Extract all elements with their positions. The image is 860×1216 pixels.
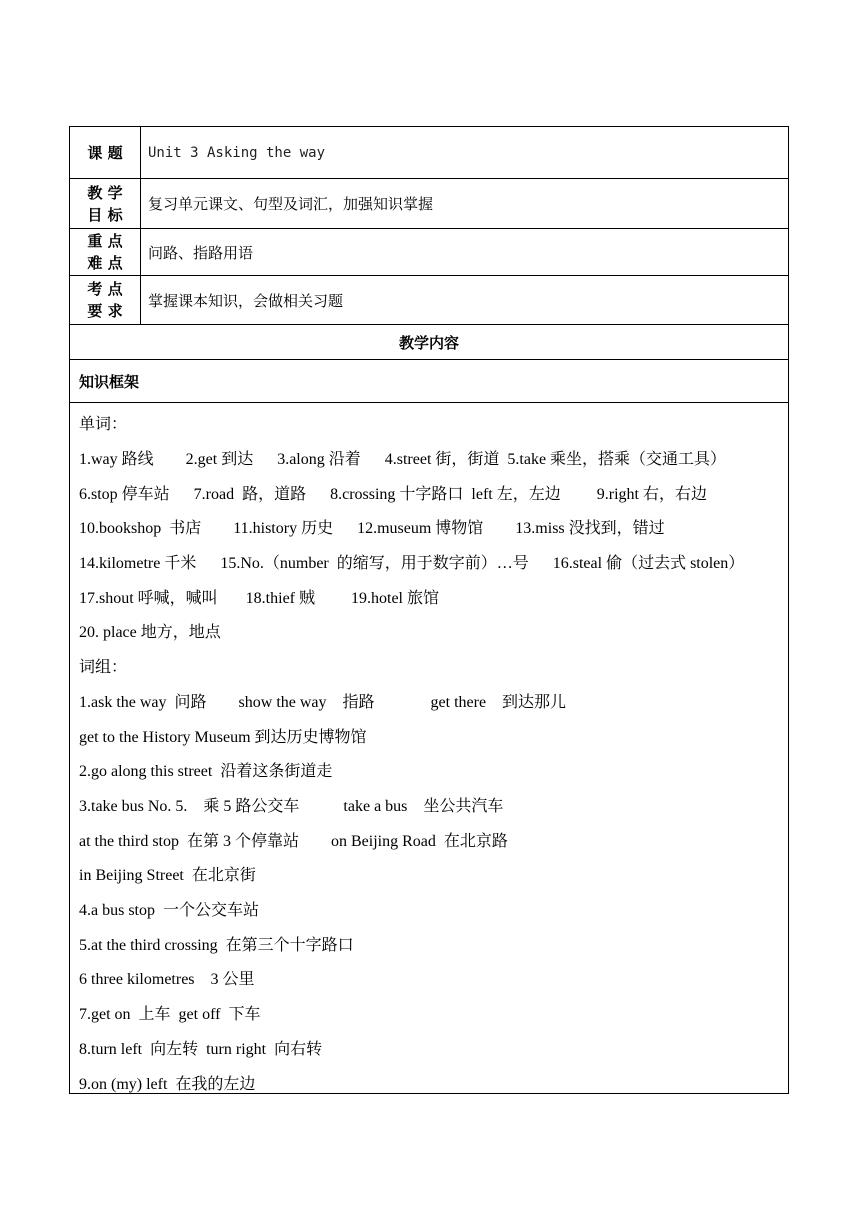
content-line: at the third stop 在第 3 个停靠站 on Beijing Road 在北京路 [79, 833, 508, 850]
section-title-row [70, 325, 788, 360]
content-line: 单词： [79, 416, 128, 433]
key-points-label: 重 点 难 点 [70, 229, 141, 275]
content-line: 20. place 地方，地点 [79, 624, 221, 641]
content-line: 2.go along this street 沿着这条街道走 [79, 763, 333, 780]
topic-label: 课 题 [70, 127, 141, 178]
content-line: 5.at the third crossing 在第三个十字路口 [79, 937, 354, 954]
framework-row [70, 360, 788, 403]
content-line: 3.take bus No. 5. 乘 5 路公交车 take a bus 坐公共汽车 [79, 798, 504, 815]
framework-title: 知识框架 [79, 372, 140, 391]
content-line: 9.on (my) left 在我的左边 [79, 1076, 256, 1093]
content-line: 1.way 路线 2.get 到达 3.along 沿着 4.street 街，街道 5.take 乘坐，搭乘（交通工具） [79, 451, 727, 468]
topic-value: Unit 3 Asking the way [148, 144, 326, 161]
objective-value: 复习单元课文、句型及词汇，加强知识掌握 [148, 195, 434, 213]
content-line: 14.kilometre 千米 15.No.（number 的缩写，用于数字前）…号 16.steal 偷（过去式 stolen） [79, 555, 745, 572]
content-line: get to the History Museum 到达历史博物馆 [79, 729, 367, 746]
exam-points-label: 考 点 要 求 [70, 276, 141, 324]
topic-row [70, 127, 788, 179]
content-line: 7.get on 上车 get off 下车 [79, 1006, 261, 1023]
key-points-value: 问路、指路用语 [148, 243, 254, 262]
content-body [70, 403, 788, 1093]
content-line: 6.stop 停车站 7.road 路，道路 8.crossing 十字路口 left 左，左边 9.right 右，右边 [79, 486, 707, 503]
content-line: 6 three kilometres 3 公里 [79, 971, 255, 988]
objective-label: 教 学 目 标 [70, 179, 141, 228]
lesson-plan-table [69, 126, 789, 1094]
content-line: 4.a bus stop 一个公交车站 [79, 902, 260, 919]
section-title: 教学内容 [398, 333, 459, 352]
content-line: 8.turn left 向左转 turn right 向右转 [79, 1041, 323, 1058]
content-line: 1.ask the way 问路 show the way 指路 get there 到达那儿 [79, 694, 567, 711]
exam-points-value: 掌握课本知识，会做相关习题 [148, 291, 344, 310]
objective-row [70, 179, 788, 229]
content-line: 10.bookshop 书店 11.history 历史 12.museum 博物馆 13.miss 没找到，错过 [79, 520, 665, 537]
content-line: 词组： [79, 659, 128, 676]
content-line: in Beijing Street 在北京街 [79, 867, 256, 884]
exam-points-row [70, 276, 788, 325]
content-line: 17.shout 呼喊，喊叫 18.thief 贼 19.hotel 旅馆 [79, 590, 439, 607]
key-points-row [70, 229, 788, 276]
